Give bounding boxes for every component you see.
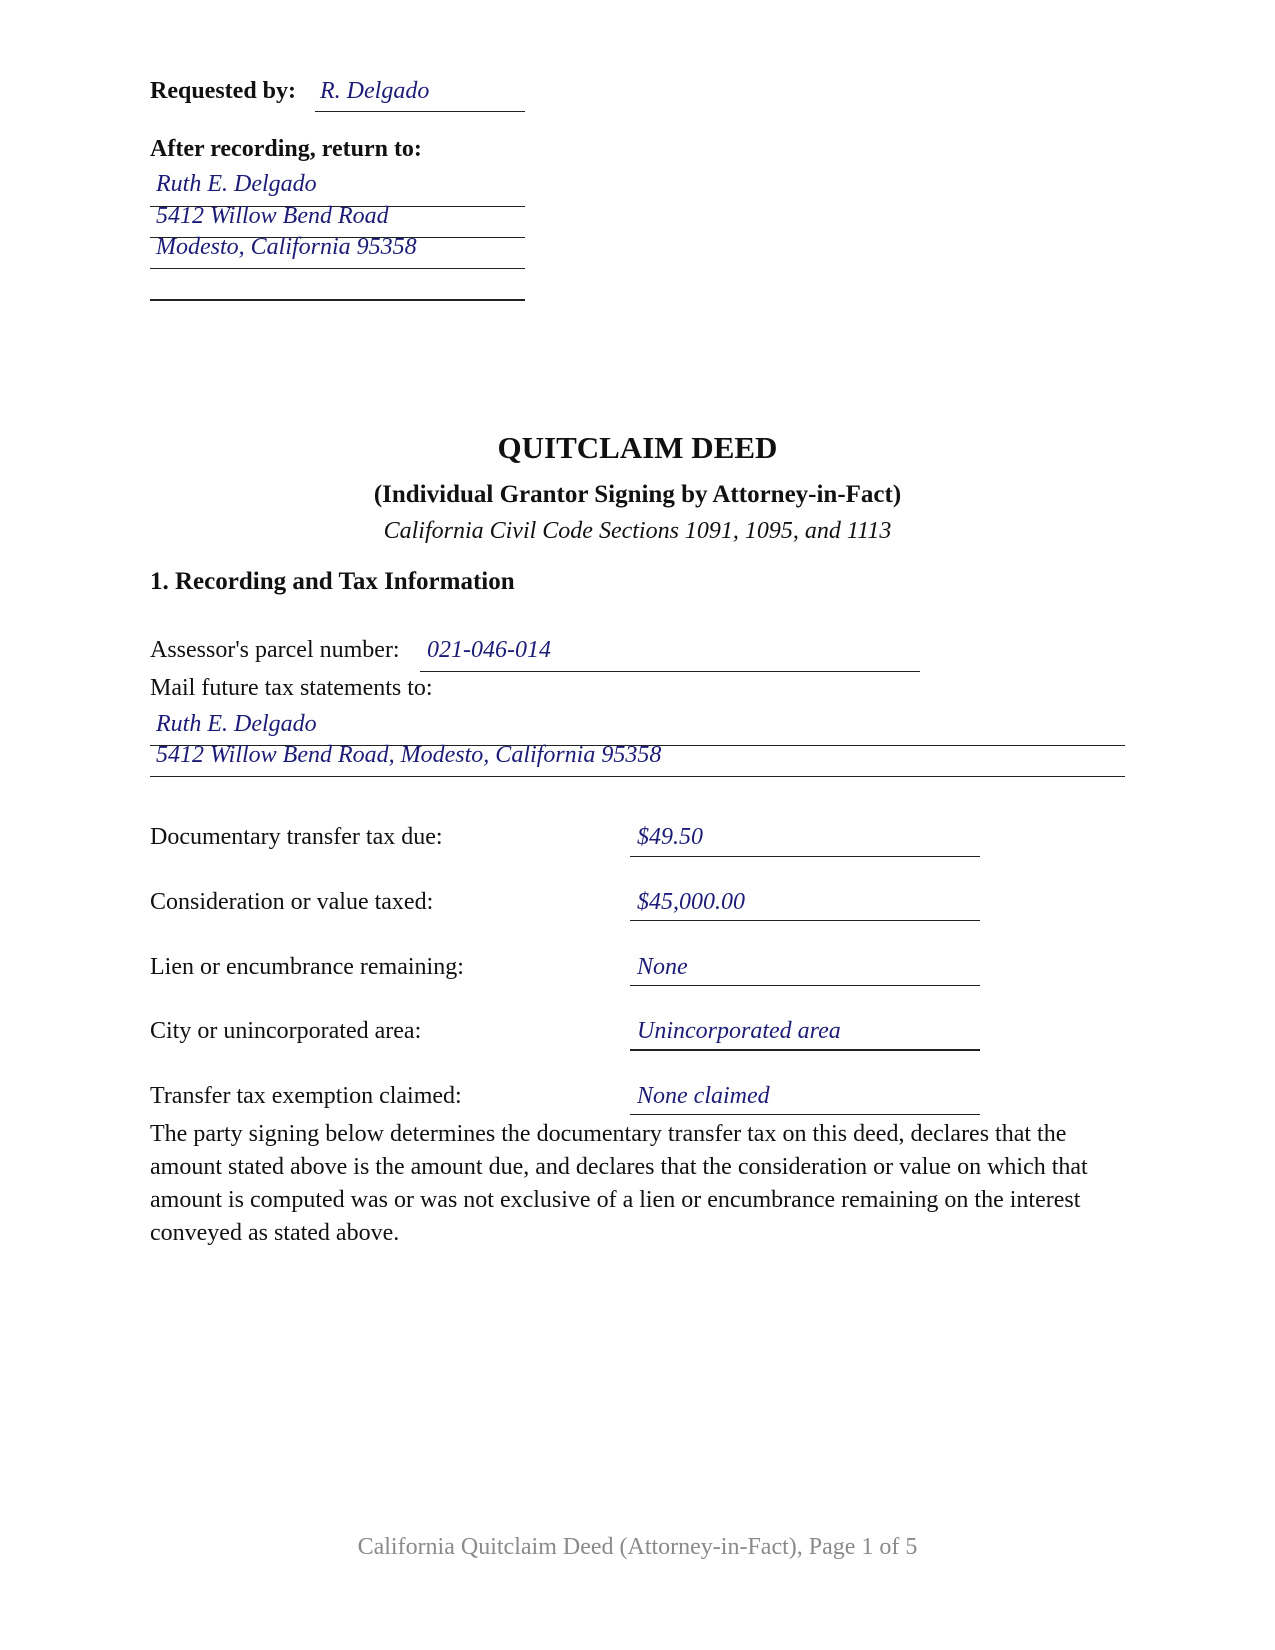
transfer-tax-field[interactable]: $49.50 bbox=[637, 824, 703, 850]
return-to-city-field[interactable]: Modesto, California 95358 bbox=[156, 234, 417, 260]
apn-label: Assessor's parcel number: bbox=[150, 637, 400, 663]
return-to-name-field[interactable]: Ruth E. Delgado bbox=[156, 171, 317, 197]
tax-declaration-paragraph: The party signing below determines the documentary transfer tax on this deed, declares that the amount stated above is the amount due, and declares that the consideration or value on which that amount is computed was or was not exclusive of a lien or encumbrance remaining on the interest conveyed as stated above. bbox=[150, 1121, 1088, 1246]
document-title: QUITCLAIM DEED bbox=[497, 430, 778, 465]
statute-reference: California Civil Code Sections 1091, 1095, and 1113 bbox=[383, 518, 892, 544]
consideration-field[interactable]: $45,000.00 bbox=[637, 889, 745, 915]
city-area-label: City or unincorporated area: bbox=[150, 1018, 422, 1044]
lien-field[interactable]: None bbox=[637, 954, 688, 980]
exemption-underline bbox=[630, 1114, 980, 1115]
mail-tax-label: Mail future tax statements to: bbox=[150, 675, 433, 701]
exemption-field[interactable]: None claimed bbox=[637, 1083, 770, 1109]
lien-label: Lien or encumbrance remaining: bbox=[150, 954, 464, 980]
consideration-label: Consideration or value taxed: bbox=[150, 889, 434, 915]
requested-by-field[interactable]: R. Delgado bbox=[320, 78, 430, 104]
lien-underline bbox=[630, 985, 980, 986]
apn-field[interactable]: 021-046-014 bbox=[427, 637, 551, 663]
requested-by-label: Requested by: bbox=[150, 78, 297, 104]
return-to-underline bbox=[150, 268, 525, 269]
page-footer: California Quitclaim Deed (Attorney-in-Fact), Page 1 of 5 bbox=[357, 1534, 918, 1560]
mail-tax-address-field[interactable]: 5412 Willow Bend Road, Modesto, California 95358 bbox=[156, 742, 662, 768]
mail-tax-name-field[interactable]: Ruth E. Delgado bbox=[156, 711, 317, 737]
transfer-tax-underline bbox=[630, 856, 980, 857]
transfer-tax-label: Documentary transfer tax due: bbox=[150, 824, 443, 850]
apn-underline bbox=[420, 671, 920, 672]
return-to-street-field[interactable]: 5412 Willow Bend Road bbox=[156, 203, 389, 229]
return-to-blank-line bbox=[150, 299, 525, 301]
exemption-label: Transfer tax exemption claimed: bbox=[150, 1083, 462, 1109]
document-subtitle: (Individual Grantor Signing by Attorney-in-Fact) bbox=[373, 481, 902, 508]
city-area-field[interactable]: Unincorporated area bbox=[637, 1018, 841, 1044]
requested-by-underline bbox=[315, 111, 525, 112]
section-heading: 1. Recording and Tax Information bbox=[150, 568, 515, 595]
city-area-underline bbox=[630, 1049, 980, 1051]
mail-tax-underline bbox=[150, 776, 1125, 777]
return-to-label: After recording, return to: bbox=[150, 136, 422, 162]
consideration-underline bbox=[630, 920, 980, 921]
